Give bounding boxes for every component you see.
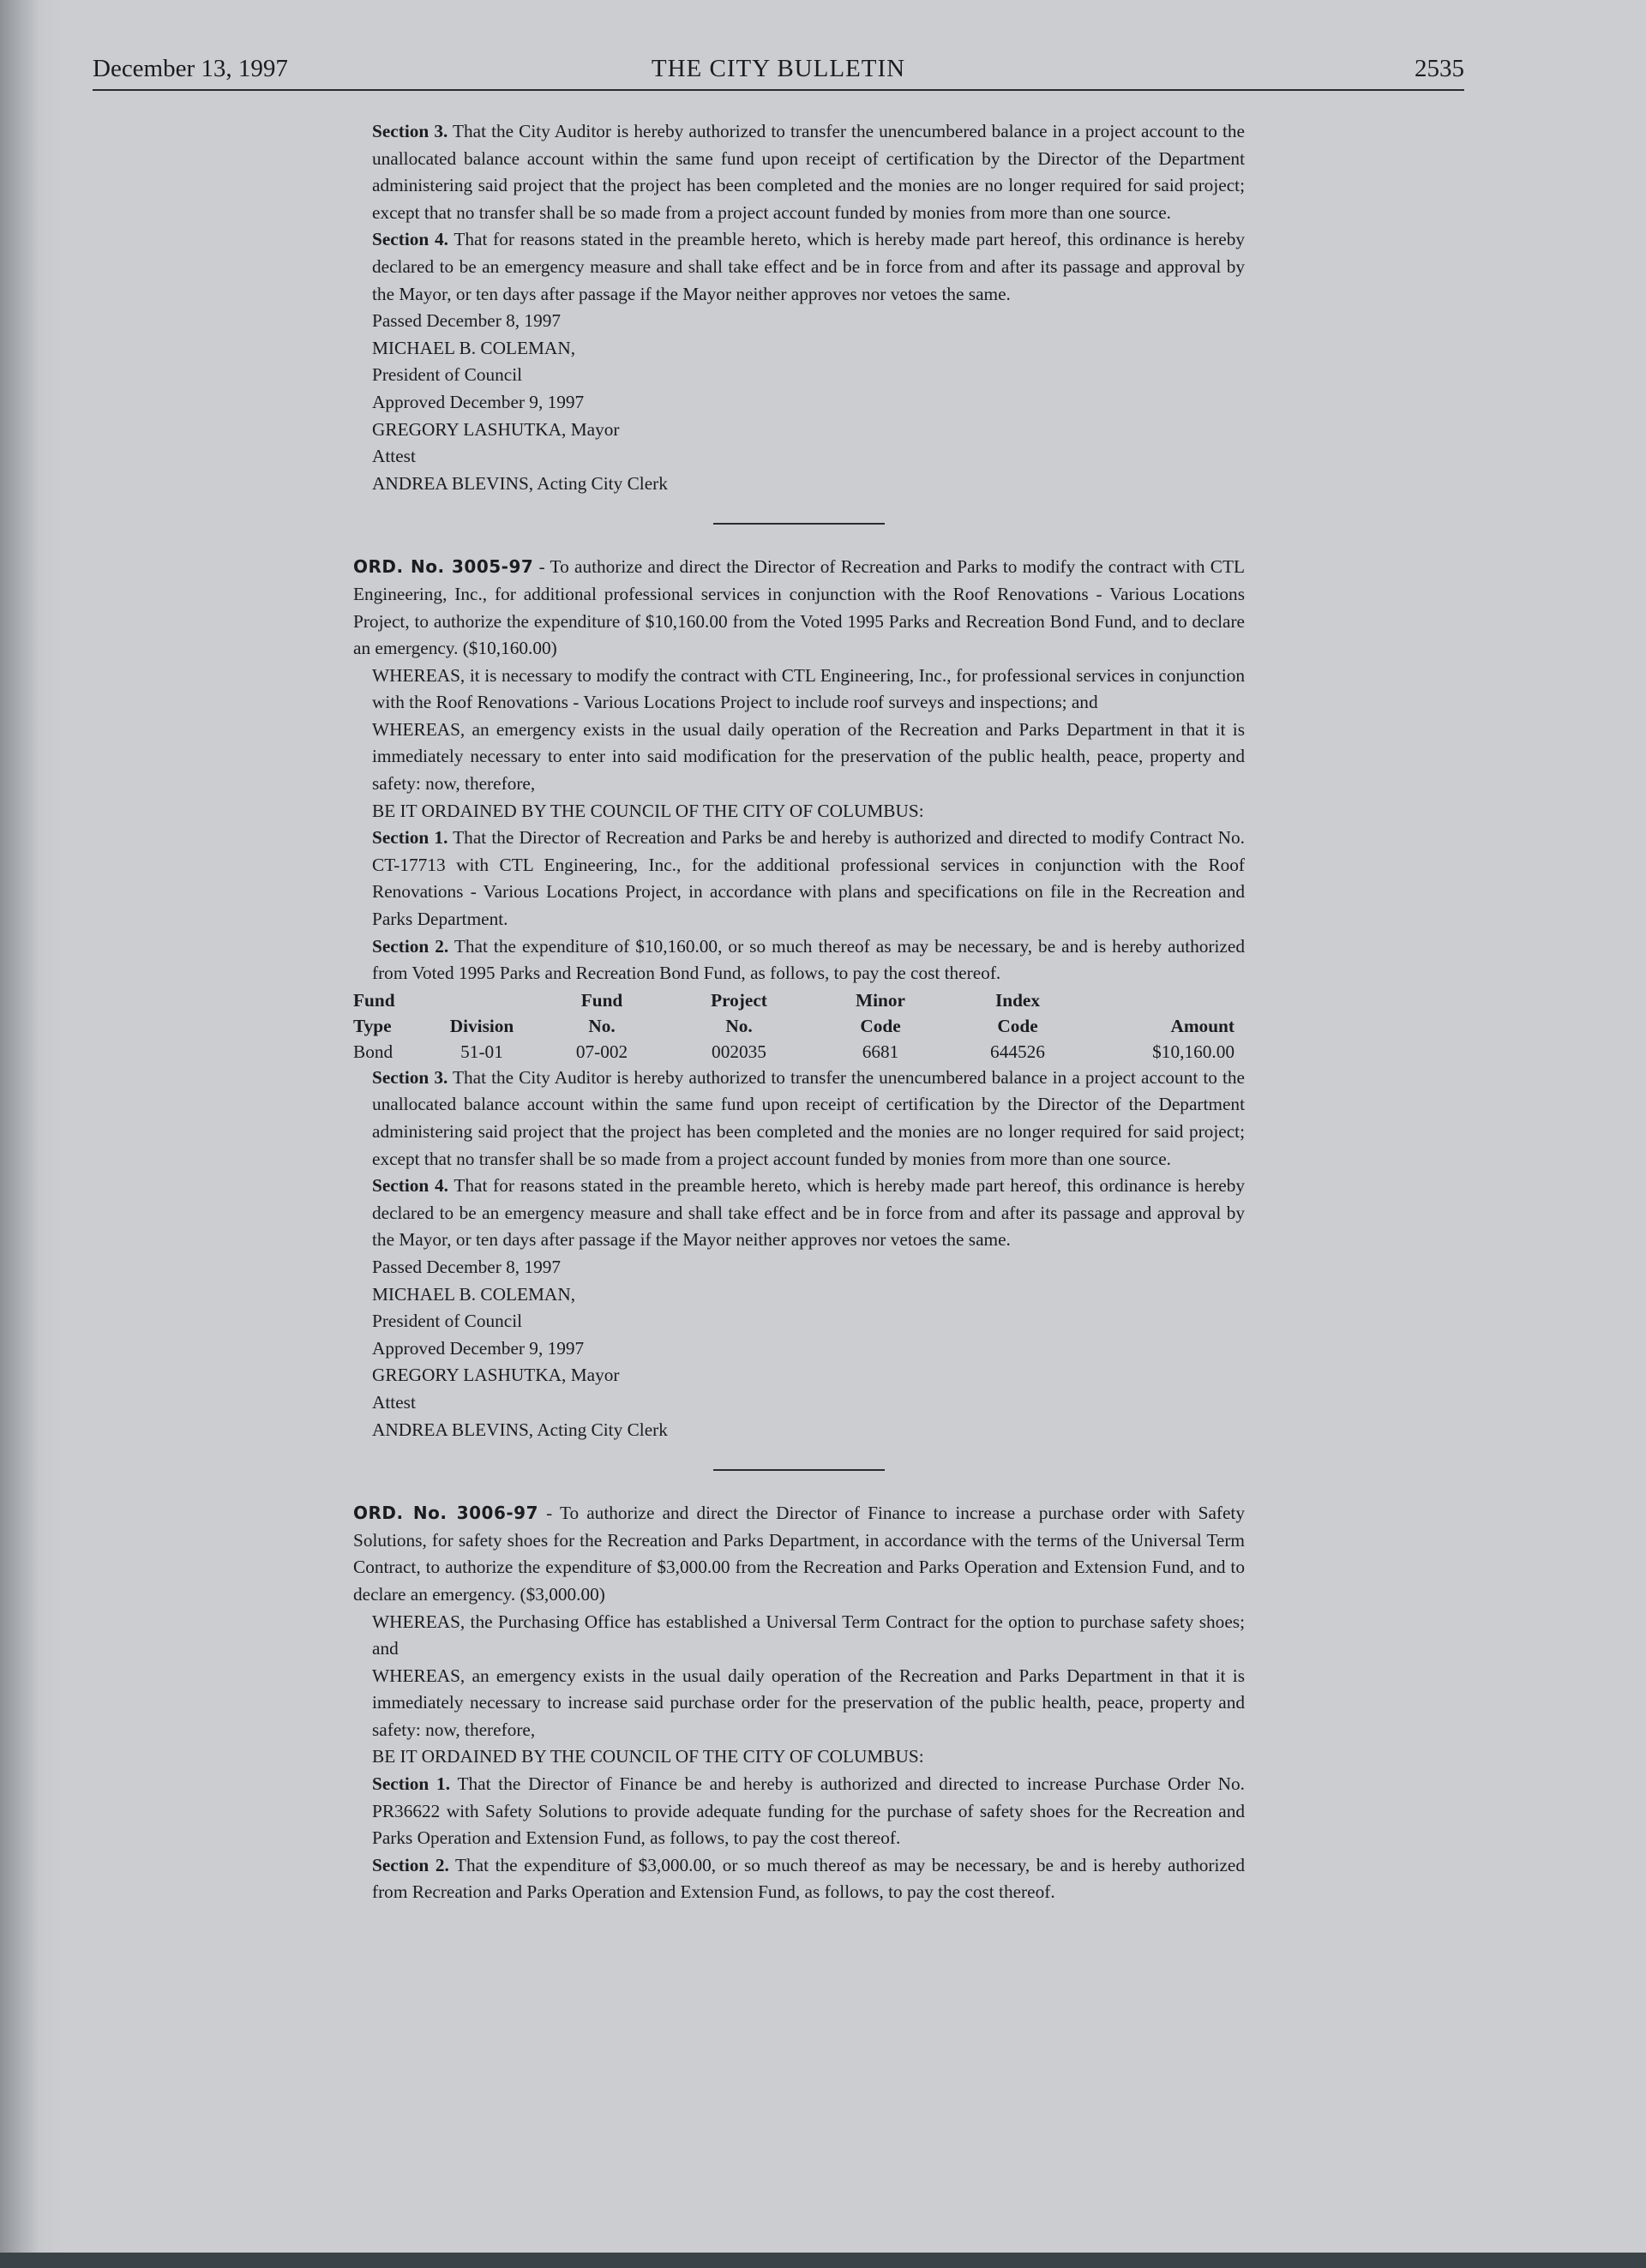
signature-block — [353, 308, 1245, 497]
section-label: Section 2. — [372, 935, 449, 957]
section-label: Section 1. — [372, 827, 448, 849]
ordained-clause: BE IT ORDAINED BY THE COUNCIL OF THE CITY OF COLUMBUS: — [372, 800, 924, 821]
section-label: Section 1. — [372, 1773, 451, 1795]
whereas-paragraph: WHEREAS, the Purchasing Office has established a Universal Term Contract for the option to purchase safety shoes; and — [372, 1611, 1245, 1659]
section-paragraph — [353, 1771, 1245, 1852]
council-president: MICHAEL B. COLEMAN, — [372, 1283, 576, 1305]
table-header-cell: No. — [725, 1015, 753, 1036]
table-header-cell: Minor — [856, 989, 905, 1011]
table-header-cell: Amount — [1170, 1015, 1234, 1036]
signature-block — [353, 1254, 1245, 1443]
section-paragraph — [353, 1065, 1245, 1173]
section-paragraph — [353, 226, 1245, 308]
passed-date: Passed December 8, 1997 — [372, 1256, 562, 1277]
section-paragraph — [353, 118, 1245, 226]
section-label: Section 3. — [372, 1066, 448, 1088]
table-cell: 644526 — [990, 1041, 1045, 1062]
section-text: That the Director of Recreation and Parks be and hereby is authorized and directed to modify Contract No. CT-17713 with CTL Engineering, Inc., for the additional professional services in conjunction with the Roof Renovations - Various Locations Project, in accordance with plans and specifications on file in the Recreation and Parks Department. — [372, 827, 1245, 930]
table-cell: $10,160.00 — [1152, 1041, 1234, 1062]
section-paragraph — [353, 1173, 1245, 1254]
section-text: That for reasons stated in the preamble hereto, which is hereby made part hereof, this ordinance is hereby declared to be an emergency measure and shall take effect and be in force from and after its passage and approval by the Mayor, or ten days after passage if the Mayor neither approves nor vetoes the same. — [372, 229, 1245, 304]
table-header-cell: Code — [860, 1015, 901, 1036]
ordinance-number: ORD. No. 3006-97 — [353, 1503, 538, 1524]
table-header-cell: No. — [588, 1015, 616, 1036]
city-clerk: ANDREA BLEVINS, Acting City Clerk — [372, 472, 668, 494]
fund-table — [353, 987, 1234, 1065]
page-header — [93, 55, 1464, 91]
approved-date: Approved December 9, 1997 — [372, 391, 585, 412]
section-paragraph — [353, 825, 1245, 933]
table-cell: 002035 — [712, 1041, 766, 1062]
ordinance-intro: - To authorize and direct the Director of Recreation and Parks to modify the contract with CTL Engineering, Inc., for additional professional services in conjunction with the Roof Renovations - Various Locations Project, to authorize the expenditure of $10,160.00 from the Voted 1995 Parks and Recreation Bond Fund, and to declare an emergency. ($10,160.00) — [353, 556, 1245, 659]
table-header-cell — [430, 987, 533, 1013]
mayor-name: GREGORY LASHUTKA, Mayor — [372, 418, 620, 440]
table-header-cell: Division — [449, 1015, 514, 1036]
table-header-cell: Code — [997, 1015, 1038, 1036]
whereas-paragraph: WHEREAS, it is necessary to modify the contract with CTL Engineering, Inc., for professional services in conjunction with the Roof Renovations - Various Locations Project to include roof surveys and inspections; and — [372, 664, 1245, 713]
council-president-title: President of Council — [372, 1311, 523, 1332]
table-header-cell: Project — [711, 989, 767, 1011]
ordinance-number: ORD. No. 3005-97 — [353, 556, 534, 578]
section-text: That the Director of Finance be and hereby is authorized and directed to increase Purchase Order No. PR36622 with Safety Solutions to provide adequate funding for the purchase of safety shoes for the Recreation and Parks Operation and Extension Fund, as follows, to pay the cost thereof. — [372, 1773, 1245, 1849]
section-divider — [713, 523, 885, 525]
ordinance-intro: - To authorize and direct the Director of Finance to increase a purchase order with Safety Solutions, for safety shoes for the Recreation and Parks Department, in accordance with the terms of the Universal Term Contract, to authorize the expenditure of $3,000.00 from the Recreation and Parks Operation and Extension Fund, and to declare an emergency. ($3,000.00) — [353, 1503, 1246, 1605]
section-divider — [713, 1469, 885, 1471]
ordinance-heading — [353, 1500, 1245, 1608]
table-header-cell: Type — [353, 1015, 392, 1036]
page-number: 2535 — [1415, 55, 1464, 82]
whereas-paragraph: WHEREAS, an emergency exists in the usual daily operation of the Recreation and Parks Department in that it is immediately necessary to increase said purchase order for the preservation of the public health, peace, property and safety: now, therefore, — [372, 1665, 1245, 1740]
page-bottom-edge — [0, 2253, 1646, 2268]
ordinance-heading — [353, 554, 1245, 662]
section-text: That the expenditure of $10,160.00, or so much thereof as may be necessary, be and is hereby authorized from Voted 1995 Parks and Recreation Bond Fund, as follows, to pay the cost thereof. — [372, 935, 1245, 984]
table-cell: 51-01 — [460, 1041, 503, 1062]
ordained-clause: BE IT ORDAINED BY THE COUNCIL OF THE CITY OF COLUMBUS: — [372, 1746, 924, 1767]
table-header-cell: Index — [994, 989, 1041, 1011]
table-row — [353, 1039, 1234, 1065]
table-header-cell: Fund — [580, 989, 623, 1011]
whereas-paragraph: WHEREAS, an emergency exists in the usual daily operation of the Recreation and Parks Department in that it is immediately necessary to enter into said modification for the preservation of the public health, peace, property and safety: now, therefore, — [372, 718, 1245, 795]
section-label: Section 4. — [372, 229, 448, 250]
approved-date: Approved December 9, 1997 — [372, 1337, 585, 1359]
table-header-cell: Fund — [353, 989, 395, 1011]
fund-table-header-row — [353, 1013, 1234, 1039]
section-text: That for reasons stated in the preamble hereto, which is hereby made part hereof, this ordinance is hereby declared to be an emergency measure and shall take effect and be in force from and after its passage and approval by the Mayor, or ten days after passage if the Mayor neither approves nor vetoes the same. — [372, 1175, 1245, 1251]
header-date: December 13, 1997 — [93, 55, 288, 82]
section-label: Section 3. — [372, 121, 448, 141]
section-text: That the expenditure of $3,000.00, or so much thereof as may be necessary, be and is hereby authorized from Recreation and Parks Operation and Extension Fund, as follows, to pay the cost thereof. — [372, 1854, 1245, 1903]
table-cell: 6681 — [862, 1041, 899, 1062]
mayor-name: GREGORY LASHUTKA, Mayor — [372, 1365, 620, 1386]
council-president-title: President of Council — [372, 364, 523, 386]
article-column — [353, 118, 1245, 1906]
fund-table-header-row — [353, 987, 1234, 1013]
council-president: MICHAEL B. COLEMAN, — [372, 337, 576, 358]
attest-label: Attest — [372, 1391, 416, 1413]
table-cell: 07-002 — [575, 1041, 628, 1062]
table-cell: Bond — [353, 1041, 393, 1062]
attest-label: Attest — [372, 446, 416, 467]
city-clerk: ANDREA BLEVINS, Acting City Clerk — [372, 1419, 668, 1440]
table-header-cell — [1082, 987, 1234, 1013]
publication-title: THE CITY BULLETIN — [651, 55, 906, 82]
section-paragraph — [353, 933, 1245, 987]
passed-date: Passed December 8, 1997 — [372, 310, 562, 332]
section-label: Section 4. — [372, 1175, 448, 1197]
section-label: Section 2. — [372, 1854, 449, 1875]
section-text: That the City Auditor is hereby authorized to transfer the unencumbered balance in a project account to the unallocated balance account within the same fund upon receipt of certification by the Director of the Department administering said project that the project has been completed and the monies are no longer required for said project; except that no transfer shall be so made from a project account funded by monies from more than one source. — [372, 1066, 1245, 1169]
section-paragraph — [353, 1852, 1245, 1906]
section-text: That the City Auditor is hereby authorized to transfer the unencumbered balance in a project account to the unallocated balance account within the same fund upon receipt of certification by the Director of the Department administering said project that the project has been completed and the monies are no longer required for said project; except that no transfer shall be so made from a project account funded by monies from more than one source. — [372, 121, 1245, 223]
